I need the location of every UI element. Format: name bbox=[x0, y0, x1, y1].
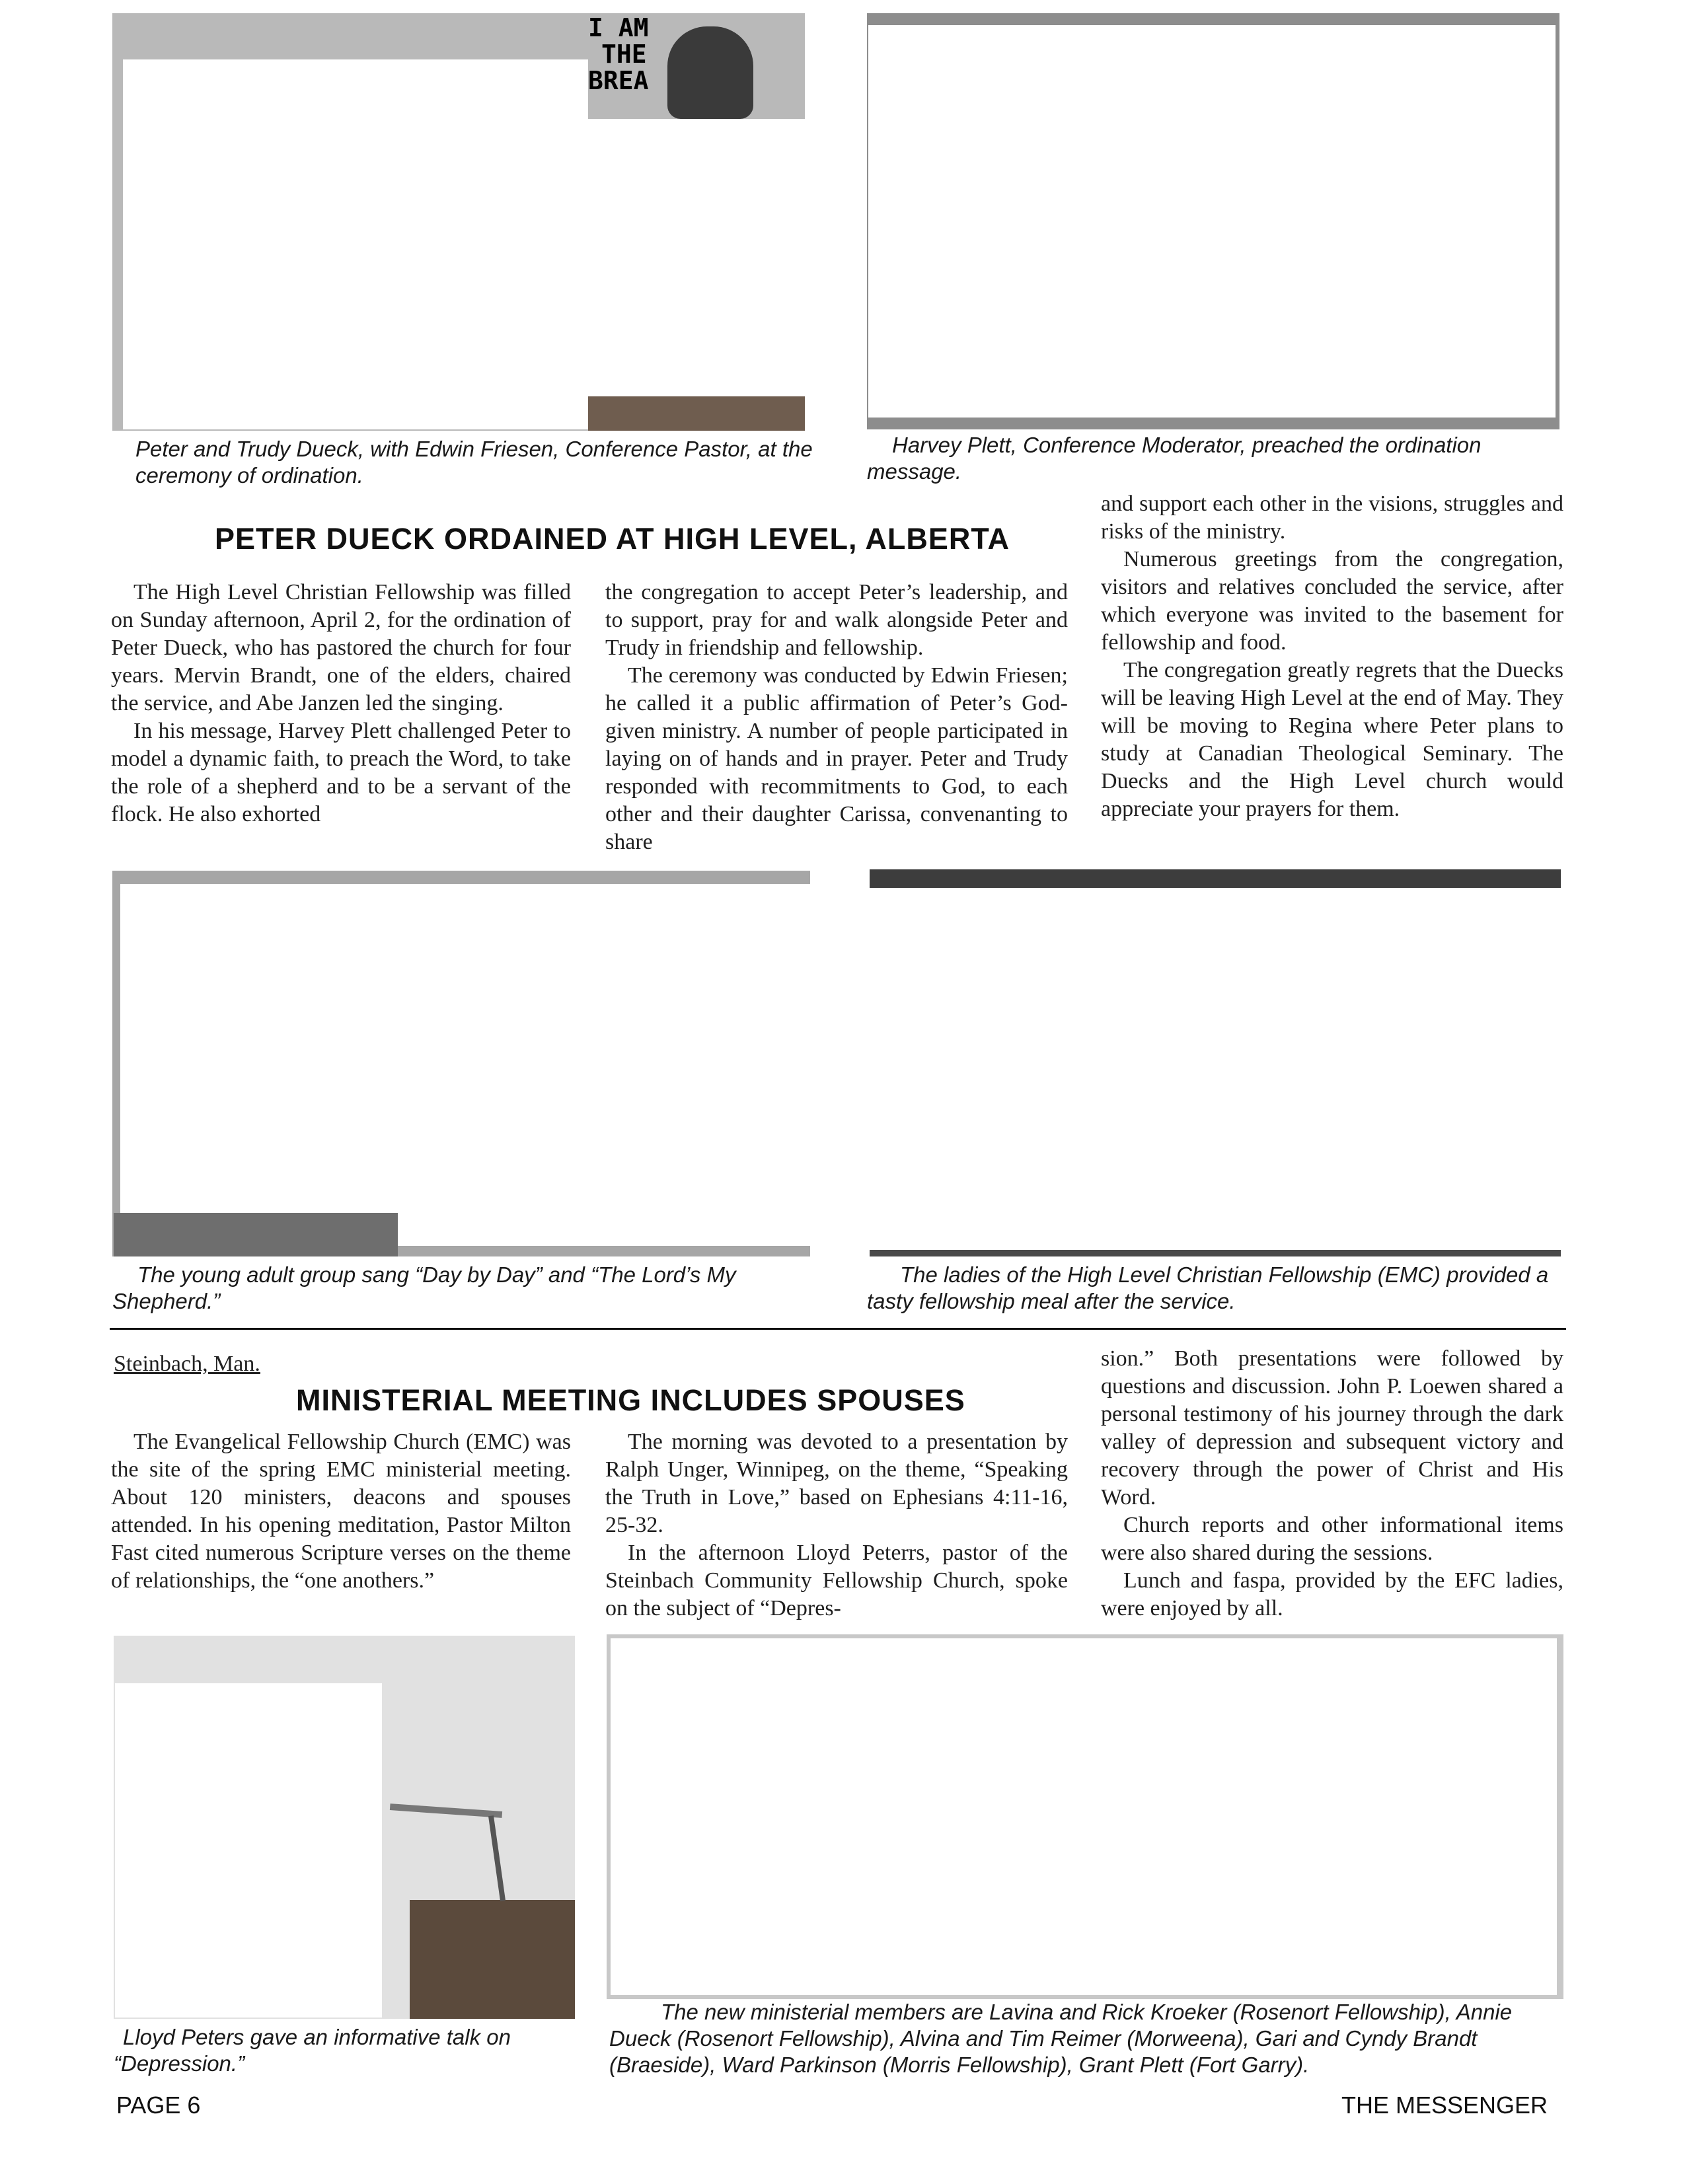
article1-col1-para1: The High Level Christian Fellowship was filled on Sunday afternoon, April 2, for the ordination of Peter Dueck, who has pastored the church for four years. Mervin Brandt, one of the elders, chaired the service, and Abe Janzen led the singing. bbox=[111, 580, 571, 715]
photo-ladies-top-strip bbox=[870, 869, 1561, 888]
sign-line-2: THE bbox=[601, 40, 647, 69]
article2-column-3 bbox=[1101, 1345, 1563, 1622]
photo-ladies-redacted bbox=[870, 888, 1561, 1250]
article2-col3-para2: Church reports and other informational items were also shared during the sessions. bbox=[1101, 1513, 1563, 1565]
photo-young-adult-redacted bbox=[120, 884, 810, 1246]
photo-ordination-redacted-lower bbox=[123, 119, 805, 396]
article1-col1-para2: In his message, Harvey Plett challenged Peter to model a dynamic faith, to preach the Word, to take the role of a shepherd and to be a servant of the flock. He also exhorted bbox=[111, 719, 571, 826]
article2-col1-para1: The Evangelical Fellowship Church (EMC) was the site of the spring EMC ministerial meeting. About 120 ministers, deacons and spouses attended. In his opening meditation, Pastor Milton Fast cited numerous Scripture verses on the theme of relationships, the “one anothers.” bbox=[111, 1430, 571, 1593]
footer-publication-name: THE MESSENGER bbox=[1341, 2092, 1548, 2119]
photo-lloyd-peters-podium bbox=[410, 1900, 575, 2019]
article2-col3-para3: Lunch and faspa, provided by the EFC ladies, were enjoyed by all. bbox=[1101, 1568, 1563, 1620]
photo-ordination-wood-panel bbox=[588, 396, 805, 431]
article2-headline: MINISTERIAL MEETING INCLUDES SPOUSES bbox=[296, 1383, 965, 1417]
article2-column-2 bbox=[605, 1428, 1068, 1622]
sign-line-1: I AM bbox=[588, 13, 649, 42]
photo-harvey-plett-redacted bbox=[868, 25, 1556, 418]
photo-lloyd-peters-redacted bbox=[115, 1683, 382, 2018]
article1-col3-para1: and support each other in the visions, struggles and risks of the ministry. bbox=[1101, 491, 1563, 544]
photo-ladies-bottom-strip bbox=[870, 1250, 1561, 1256]
article2-column-1 bbox=[111, 1428, 571, 1595]
caption-photo-ordination: Peter and Trudy Dueck, with Edwin Friesen, Conference Pastor, at the ceremony of ordination. bbox=[135, 437, 813, 488]
article1-column-2 bbox=[605, 579, 1068, 856]
caption-photo-harvey-plett: Harvey Plett, Conference Moderator, preached the ordination message. bbox=[867, 433, 1482, 484]
section-divider bbox=[110, 1328, 1566, 1330]
caption-photo-new-members: The new ministerial members are Lavina and Rick Kroeker (Rosenort Fellowship), Annie Dueck (Rosenort Fellowship), Alvina and Tim Reimer (Morweena), Gari and Cyndy Brandt (Braeside), Ward Parkinson (Morris Fellowship), Grant Plett (Fort Garry). bbox=[609, 2000, 1513, 2077]
article1-col3-para2: Numerous greetings from the congregation, visitors and relatives concluded the service, after which everyone was invited to the basement for fellowship and food. bbox=[1101, 547, 1563, 655]
article1-col2-para1: the congregation to accept Peter’s leadership, and to support, pray for and walk alongside Peter and Trudy in friendship and fellowship. bbox=[605, 580, 1068, 660]
caption-photo-lloyd-peters: Lloyd Peters gave an informative talk on “Depression.” bbox=[114, 2025, 511, 2076]
article1-headline: PETER DUECK ORDAINED AT HIGH LEVEL, ALBERTA bbox=[215, 522, 1010, 556]
caption-photo-ladies: The ladies of the High Level Christian Fellowship (EMC) provided a tasty fellowship meal after the service. bbox=[867, 1262, 1549, 1313]
article2-dateline: Steinbach, Man. bbox=[114, 1352, 260, 1376]
article1-column-1 bbox=[111, 579, 571, 828]
photo-ordination-head bbox=[667, 26, 753, 119]
sign-line-3: BREA bbox=[588, 66, 649, 95]
article2-col3-para1: sion.” Both presentations were followed by questions and discussion. John P. Loewen shared a personal testimony of his journey through the dark valley of depression and subsequent victory and recovery through the power of Christ and His Word. bbox=[1101, 1346, 1563, 1510]
article1-column-3 bbox=[1101, 490, 1563, 823]
article2-col2-para1: The morning was devoted to a presentation by Ralph Unger, Winnipeg, on the theme, “Speaking the Truth in Love,” based on Ephesians 4:11-16, 25-32. bbox=[605, 1430, 1068, 1537]
photo-new-members-redacted bbox=[611, 1638, 1557, 1995]
article1-col2-para2: The ceremony was conducted by Edwin Friesen; he called it a public affirmation of Peter’s God-given ministry. A number of people participated in laying on of hands and in prayer. Peter and Trudy responded with recommitments to God, to each other and their daughter Carissa, convenanting to share bbox=[605, 663, 1068, 854]
article1-col3-para3: The congregation greatly regrets that the Duecks will be leaving High Level at the end of May. They will be moving to Regina where Peter plans to study at Canadian Theological Seminary. The Duecks and the High Level church would appreciate your prayers for them. bbox=[1101, 658, 1563, 821]
photo-young-adult-floor bbox=[114, 1213, 398, 1256]
footer-page-number: PAGE 6 bbox=[116, 2092, 201, 2119]
caption-photo-young-adult: The young adult group sang “Day by Day” and “The Lord’s My Shepherd.” bbox=[112, 1262, 736, 1313]
article2-col2-para2: In the afternoon Lloyd Peterrs, pastor of the Steinbach Community Fellowship Church, spoke on the subject of “Depres- bbox=[605, 1541, 1068, 1620]
